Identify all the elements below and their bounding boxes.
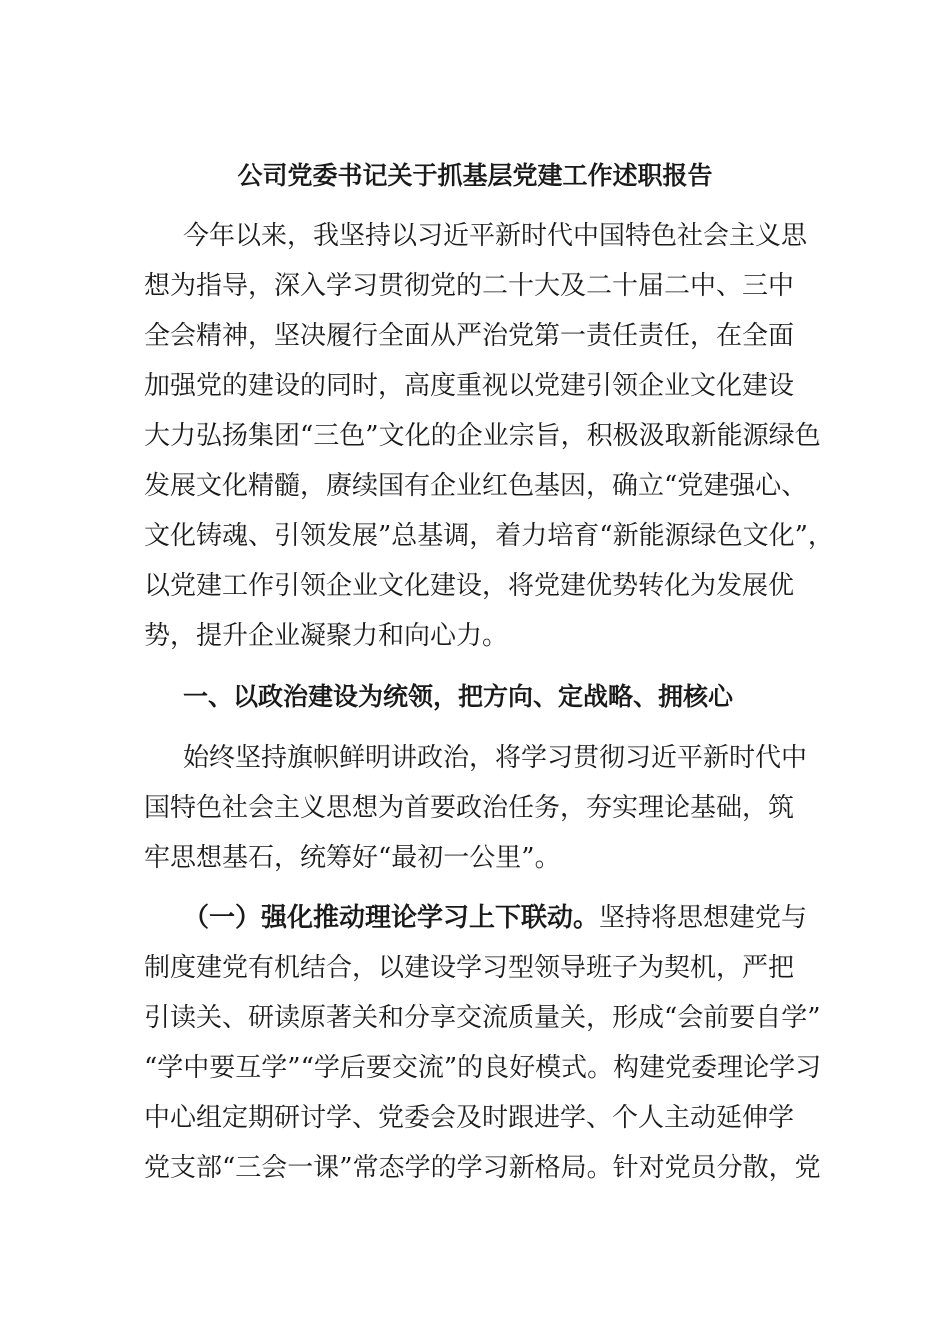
intro-line: 想为指导，深入学习贯彻党的二十大及二十届二中、三中	[144, 271, 795, 301]
section-line: 国特色社会主义思想为首要政治任务，夯实理论基础，筑	[144, 793, 795, 823]
section-line: 始终坚持旗帜鲜明讲政治，将学习贯彻习近平新时代中	[183, 743, 808, 773]
subsection-line: 党支部“三会一课”常态学的学习新格局。针对党员分散，党	[144, 1153, 821, 1183]
section-line: 牢思想基石，统筹好“最初一公里”。	[144, 843, 561, 873]
intro-line: 加强党的建设的同时，高度重视以党建引领企业文化建设	[144, 371, 795, 401]
document-title: 公司党委书记关于抓基层党建工作述职报告	[237, 161, 713, 190]
subsection-line: 中心组定期研讨学、党委会及时跟进学、个人主动延伸学	[144, 1103, 795, 1133]
subsection-line: 引读关、研读原著关和分享交流质量关，形成“会前要自学”	[144, 1003, 821, 1033]
intro-line: 发展文化精髓，赓续国有企业红色基因，确立“党建强心、	[144, 471, 808, 501]
intro-line: 今年以来，我坚持以习近平新时代中国特色社会主义思	[183, 221, 808, 251]
subsection-line: 制度建党有机结合，以建设学习型领导班子为契机，严把	[144, 953, 795, 983]
intro-line: 以党建工作引领企业文化建设，将党建优势转化为发展优	[144, 571, 795, 601]
intro-line: 势，提升企业凝聚力和向心力。	[144, 621, 509, 651]
section-heading: 一、以政治建设为统领，把方向、定战略、拥核心	[183, 682, 734, 711]
subsection-text: 坚持将思想建党与	[599, 903, 808, 933]
intro-line: 大力弘扬集团“三色”文化的企业宗旨，积极汲取新能源绿色	[144, 421, 821, 451]
subsection-first-line	[183, 898, 807, 938]
subsection-line: “学中要互学”“学后要交流”的良好模式。构建党委理论学习	[144, 1053, 822, 1083]
subsection-heading: （一）强化推动理论学习上下联动。	[183, 903, 600, 933]
intro-line: 文化铸魂、引领发展”总基调，着力培育“新能源绿色文化”，	[144, 521, 834, 551]
intro-line: 全会精神，坚决履行全面从严治党第一责任责任，在全面	[144, 321, 795, 351]
